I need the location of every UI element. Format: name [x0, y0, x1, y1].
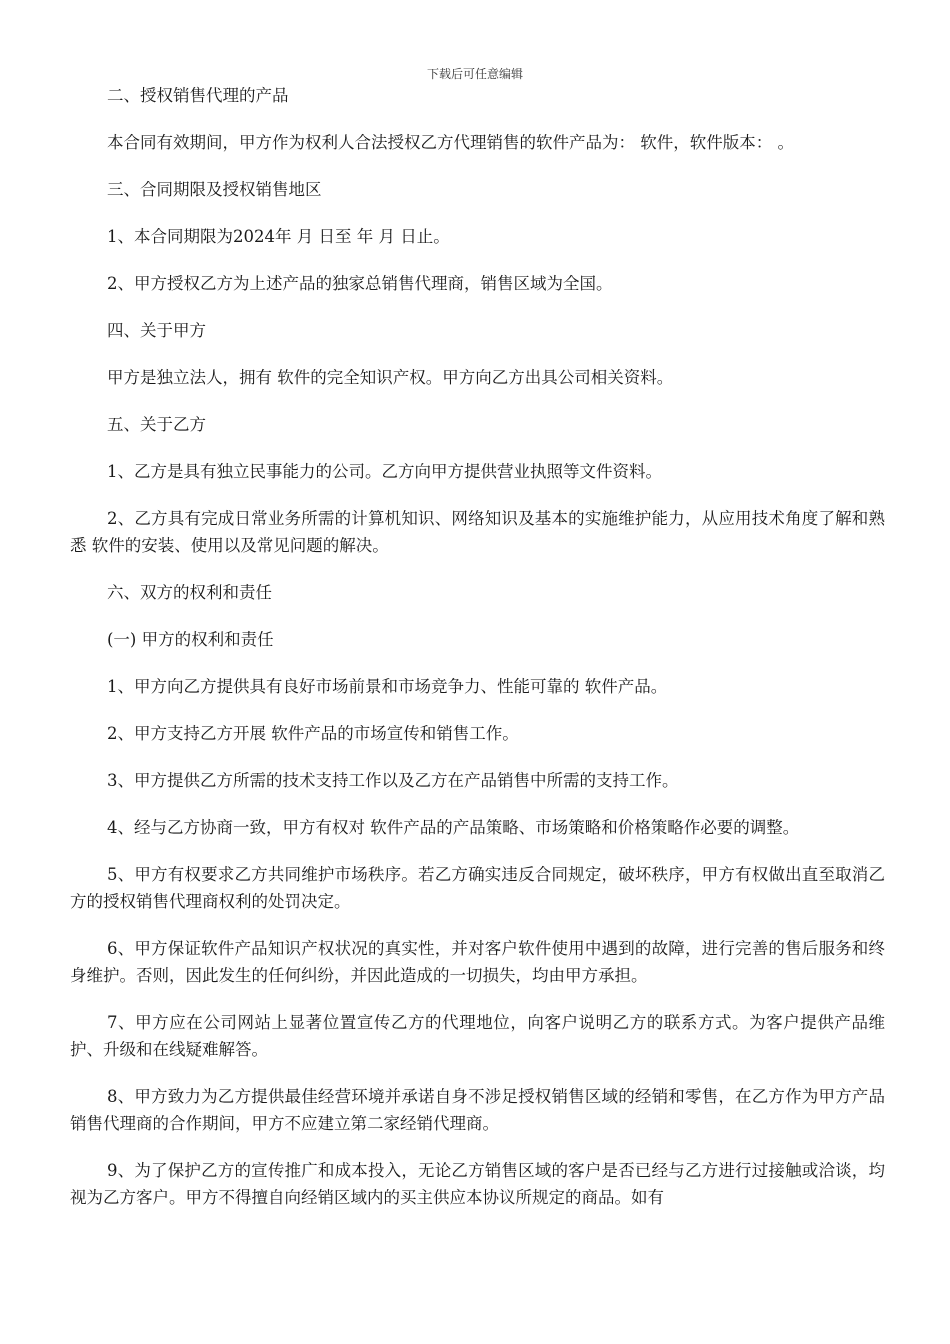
- clause-a-1: 1、甲方向乙方提供具有良好市场前景和市场竞争力、性能可靠的 软件产品。: [107, 677, 668, 696]
- document-body: [70, 82, 885, 1231]
- section-heading-rights: 六、双方的权利和责任: [107, 583, 272, 602]
- section-heading-party-a: 四、关于甲方: [107, 321, 206, 340]
- section-heading-products: 二、授权销售代理的产品: [107, 86, 289, 105]
- clause-a-3: 3、甲方提供乙方所需的技术支持工作以及乙方在产品销售中所需的支持工作。: [107, 771, 679, 790]
- clause-a-7: 7、甲方应在公司网站上显著位置宣传乙方的代理地位，向客户说明乙方的联系方式。为客户提供产品维护、升级和在线疑难解答。: [70, 1013, 885, 1059]
- paragraph-party-a: 甲方是独立法人，拥有 软件的完全知识产权。甲方向乙方出具公司相关资料。: [107, 368, 674, 387]
- clause-a-8: 8、甲方致力为乙方提供最佳经营环境并承诺自身不涉足授权销售区域的经销和零售，在乙方作为甲方产品销售代理商的合作期间，甲方不应建立第二家经销代理商。: [70, 1087, 885, 1133]
- clause-a-4: 4、经与乙方协商一致，甲方有权对 软件产品的产品策略、市场策略和价格策略作必要的调整。: [107, 818, 800, 837]
- clause-a-2: 2、甲方支持乙方开展 软件产品的市场宣传和销售工作。: [107, 724, 519, 743]
- subsection-heading-party-a-rights: (一) 甲方的权利和责任: [107, 630, 274, 649]
- clause-a-9: 9、为了保护乙方的宣传推广和成本投入，无论乙方销售区域的客户是否已经与乙方进行过接触或洽谈，均视为乙方客户。甲方不得擅自向经销区域内的买主供应本协议所规定的商品。如有: [70, 1161, 885, 1207]
- paragraph-party-b-1: 1、乙方是具有独立民事能力的公司。乙方向甲方提供营业执照等文件资料。: [107, 462, 662, 481]
- clause-a-5: 5、甲方有权要求乙方共同维护市场秩序。若乙方确实违反合同规定，破坏秩序，甲方有权做出直至取消乙方的授权销售代理商权利的处罚决定。: [70, 865, 885, 911]
- paragraph-party-b-2: 2、乙方具有完成日常业务所需的计算机知识、网络知识及基本的实施维护能力，从应用技术角度了解和熟悉 软件的安装、使用以及常见问题的解决。: [70, 509, 885, 555]
- header-note: 下载后可任意编辑: [426, 67, 523, 81]
- section-heading-party-b: 五、关于乙方: [107, 415, 206, 434]
- section-heading-term-region: 三、合同期限及授权销售地区: [107, 180, 322, 199]
- paragraph-products: 本合同有效期间，甲方作为权利人合法授权乙方代理销售的软件产品为： 软件，软件版本： 。: [107, 133, 794, 152]
- clause-a-6: 6、甲方保证软件产品知识产权状况的真实性，并对客户软件使用中遇到的故障，进行完善的售后服务和终身维护。否则，因此发生的任何纠纷，并因此造成的一切损失，均由甲方承担。: [70, 939, 885, 985]
- paragraph-term: 1、本合同期限为2024年 月 日至 年 月 日止。: [107, 227, 450, 246]
- paragraph-region: 2、甲方授权乙方为上述产品的独家总销售代理商，销售区域为全国。: [107, 274, 613, 293]
